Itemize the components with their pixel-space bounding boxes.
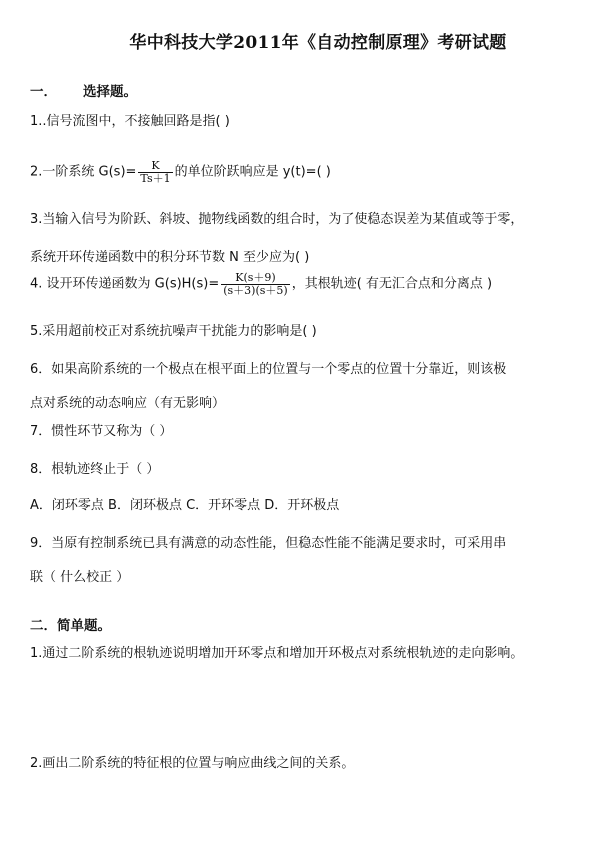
question-2-suffix: 的单位阶跃响应是 y(t)=( ) (174, 164, 331, 180)
question-8-stem: 8．根轨迹终止于（ ） (30, 462, 160, 477)
question-7: 7．惯性环节又称为（ ） (30, 424, 173, 439)
question-2-prefix: 2.一阶系统 G(s)= (30, 164, 137, 180)
question-2 (30, 160, 331, 184)
short-answer-question-1: 1.通过二阶系统的根轨迹说明增加开环零点和增加开环极点对系统根轨迹的走向影响。 (30, 646, 524, 661)
question-4-prefix: 4. 设开环传递函数为 G(s)H(s)= (30, 276, 220, 292)
question-4 (30, 272, 492, 296)
page-title: 华中科技大学2011年《自动控制原理》考研试题 (129, 33, 507, 53)
question-9-line-1: 9．当原有控制系统已具有满意的动态性能，但稳态性能不能满足要求时，可采用串 (30, 536, 507, 551)
question-9-line-2: 联（ 什么校正 ） (30, 570, 130, 585)
section-number: 一． (30, 84, 57, 100)
question-6-line-2: 点对系统的动态响应（有无影响） (30, 396, 226, 411)
question-6-line-1: 6．如果高阶系统的一个极点在根平面上的位置与一个零点的位置十分靠近，则该极 (30, 362, 507, 377)
question-3-line-2: 系统开环传递函数中的积分环节数 N 至少应为( ) (30, 250, 310, 265)
fraction-numerator: K (151, 159, 160, 172)
question-3-line-1: 3.当输入信号为阶跃、斜坡、抛物线函数的组合时，为了使稳态误差为某值或等于零， (30, 212, 524, 227)
question-1: 1..信号流图中，不接触回路是指( ) (30, 114, 230, 129)
short-answer-question-2: 2.画出二阶系统的特征根的位置与响应曲线之间的关系。 (30, 756, 355, 771)
open-loop-transfer-fraction (221, 272, 289, 296)
question-5: 5.采用超前校正对系统抗噪声干扰能力的影响是( ) (30, 324, 317, 339)
fraction-denominator: Ts＋1 (140, 171, 171, 185)
transfer-function-fraction (138, 160, 172, 184)
section-heading-text: 选择题。 (83, 84, 137, 100)
question-8-options: A．闭环零点 B．闭环极点 C．开环零点 D．开环极点 (30, 498, 340, 513)
section-heading-choice (30, 80, 137, 100)
fraction-denominator: (s＋3)(s＋5) (223, 283, 288, 297)
question-4-suffix: ，其根轨迹( 有无汇合点和分离点 ) (291, 276, 493, 292)
section-heading-short-answer: 二．简单题。 (30, 618, 111, 634)
fraction-numerator: K(s＋9) (235, 271, 276, 284)
